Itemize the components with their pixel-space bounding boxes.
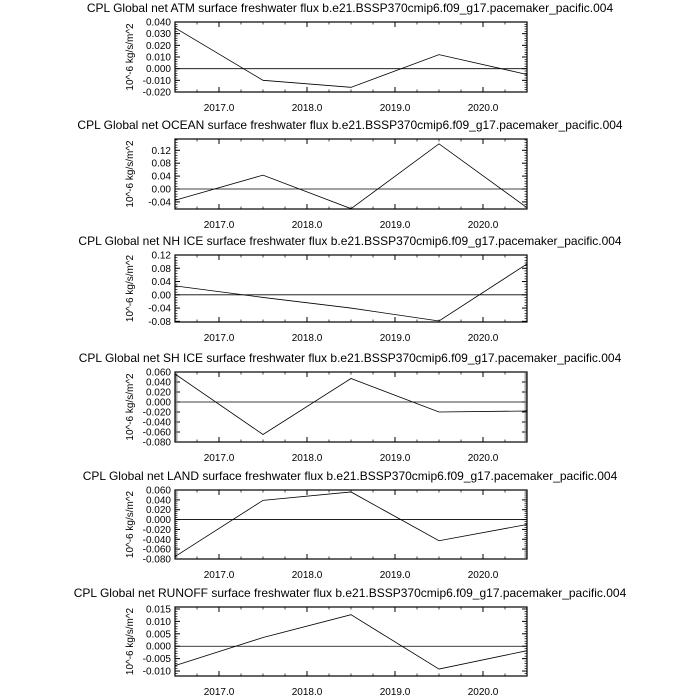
y-tick-label: 0.060 <box>145 367 171 379</box>
y-tick-label: 0.010 <box>145 52 171 64</box>
y-tick-label: 0.08 <box>151 158 171 170</box>
x-tick-label: 2017.0 <box>203 687 235 698</box>
x-tick-label: 2019.0 <box>379 220 411 231</box>
y-tick-label: 0.08 <box>151 263 171 275</box>
y-tick-label: -0.04 <box>148 197 171 209</box>
plot-frame <box>175 490 527 559</box>
x-tick-label: 2019.0 <box>379 103 411 114</box>
y-tick-label: -0.08 <box>148 316 171 328</box>
x-tick-label: 2017.0 <box>203 103 235 114</box>
x-tick-label: 2018.0 <box>291 453 323 464</box>
y-tick-label: -0.080 <box>142 437 171 449</box>
y-tick-label: 0.040 <box>145 17 171 29</box>
y-axis-label: 10^-6 kg/s/m^2 <box>125 254 136 323</box>
y-tick-label: -0.060 <box>142 427 171 439</box>
subplot-5 <box>83 469 618 581</box>
x-tick-label: 2018.0 <box>291 687 323 698</box>
y-tick-label: 0.04 <box>151 277 171 289</box>
series-line <box>175 28 527 88</box>
series-line <box>175 615 527 669</box>
y-tick-label: -0.010 <box>142 666 171 678</box>
y-tick-label: 0.00 <box>151 290 171 302</box>
y-axis-label: 10^-6 kg/s/m^2 <box>125 140 136 208</box>
y-tick-label: 0.12 <box>151 145 171 157</box>
x-tick-label: 2019.0 <box>379 687 411 698</box>
y-tick-label: 0.015 <box>145 604 171 616</box>
y-tick-label: -0.010 <box>142 75 171 87</box>
y-tick-label: -0.020 <box>142 87 171 99</box>
x-tick-label: 2017.0 <box>203 570 235 581</box>
x-tick-label: 2020.0 <box>467 103 499 114</box>
y-axis-label: 10^-6 kg/s/m^2 <box>125 607 136 676</box>
y-tick-label: 0.000 <box>145 397 171 409</box>
subplot-6 <box>74 586 627 698</box>
y-tick-label: 0.020 <box>145 387 171 399</box>
subplot-4 <box>79 351 622 464</box>
y-tick-label: 0.010 <box>145 616 171 628</box>
y-tick-label: -0.060 <box>142 544 171 556</box>
plot-title: CPL Global net SH ICE surface freshwater flux b.e21.BSSP370cmip6.f09_g17.pacemaker_pacific.004 <box>78 351 622 365</box>
y-tick-label: -0.040 <box>142 417 171 429</box>
subplot-1 <box>87 1 614 114</box>
y-tick-label: 0.12 <box>151 250 171 262</box>
plot-title: CPL Global net NH ICE surface freshwater flux b.e21.BSSP370cmip6.f09_g17.pacemaker_pacific.004 <box>78 234 622 248</box>
plot-frame <box>175 607 527 676</box>
series-line <box>175 374 527 435</box>
x-tick-label: 2017.0 <box>203 220 235 231</box>
y-tick-label: 0.060 <box>145 485 171 497</box>
y-tick-label: -0.080 <box>142 554 171 566</box>
x-tick-label: 2019.0 <box>379 570 411 581</box>
y-axis-label: 10^-6 kg/s/m^2 <box>125 373 136 441</box>
y-tick-label: -0.005 <box>142 654 171 666</box>
y-tick-label: 0.000 <box>145 64 171 76</box>
x-tick-label: 2020.0 <box>467 453 499 464</box>
y-tick-label: 0.000 <box>145 515 171 527</box>
y-tick-label: 0.020 <box>145 505 171 517</box>
plot-title: CPL Global net LAND surface freshwater flux b.e21.BSSP370cmip6.f09_g17.pacemaker_pacific.004 <box>82 469 618 483</box>
y-tick-label: -0.020 <box>142 524 171 536</box>
y-tick-label: 0.020 <box>145 40 171 52</box>
y-tick-label: -0.04 <box>148 303 171 315</box>
series-line <box>175 264 527 321</box>
series-line <box>175 492 527 557</box>
x-tick-label: 2018.0 <box>291 103 323 114</box>
series-line <box>175 144 527 209</box>
x-tick-label: 2017.0 <box>203 333 235 344</box>
plot-title: CPL Global net RUNOFF surface freshwater flux b.e21.BSSP370cmip6.f09_g17.pacemaker_pacific.004 <box>73 586 627 600</box>
y-axis-label: 10^-6 kg/s/m^2 <box>125 23 136 91</box>
plot-title: CPL Global net OCEAN surface freshwater flux b.e21.BSSP370cmip6.f09_g17.pacemaker_pacific.004 <box>77 118 623 132</box>
y-tick-label: 0.040 <box>145 377 171 389</box>
y-axis-label: 10^-6 kg/s/m^2 <box>125 490 136 559</box>
y-tick-label: 0.000 <box>145 641 171 653</box>
y-tick-label: 0.030 <box>145 29 171 41</box>
x-tick-label: 2019.0 <box>379 453 411 464</box>
y-tick-label: -0.020 <box>142 407 171 419</box>
plot-frame <box>175 22 527 92</box>
plot-frame <box>175 255 527 322</box>
plot-title: CPL Global net ATM surface freshwater flux b.e21.BSSP370cmip6.f09_g17.pacemaker_pacific.004 <box>86 1 614 15</box>
x-tick-label: 2020.0 <box>467 570 499 581</box>
x-tick-label: 2019.0 <box>379 333 411 344</box>
y-tick-label: 0.005 <box>145 629 171 641</box>
subplot-3 <box>78 234 622 344</box>
x-tick-label: 2020.0 <box>467 220 499 231</box>
x-tick-label: 2018.0 <box>291 220 323 231</box>
x-tick-label: 2017.0 <box>203 453 235 464</box>
plot-frame <box>175 372 527 442</box>
x-tick-label: 2018.0 <box>291 570 323 581</box>
plot-frame <box>175 139 527 209</box>
y-tick-label: 0.00 <box>151 184 171 196</box>
x-tick-label: 2018.0 <box>291 333 323 344</box>
x-tick-label: 2020.0 <box>467 333 499 344</box>
x-tick-label: 2020.0 <box>467 687 499 698</box>
subplot-2 <box>77 118 623 231</box>
y-tick-label: 0.040 <box>145 495 171 507</box>
y-tick-label: -0.040 <box>142 534 171 546</box>
y-tick-label: 0.04 <box>151 171 171 183</box>
